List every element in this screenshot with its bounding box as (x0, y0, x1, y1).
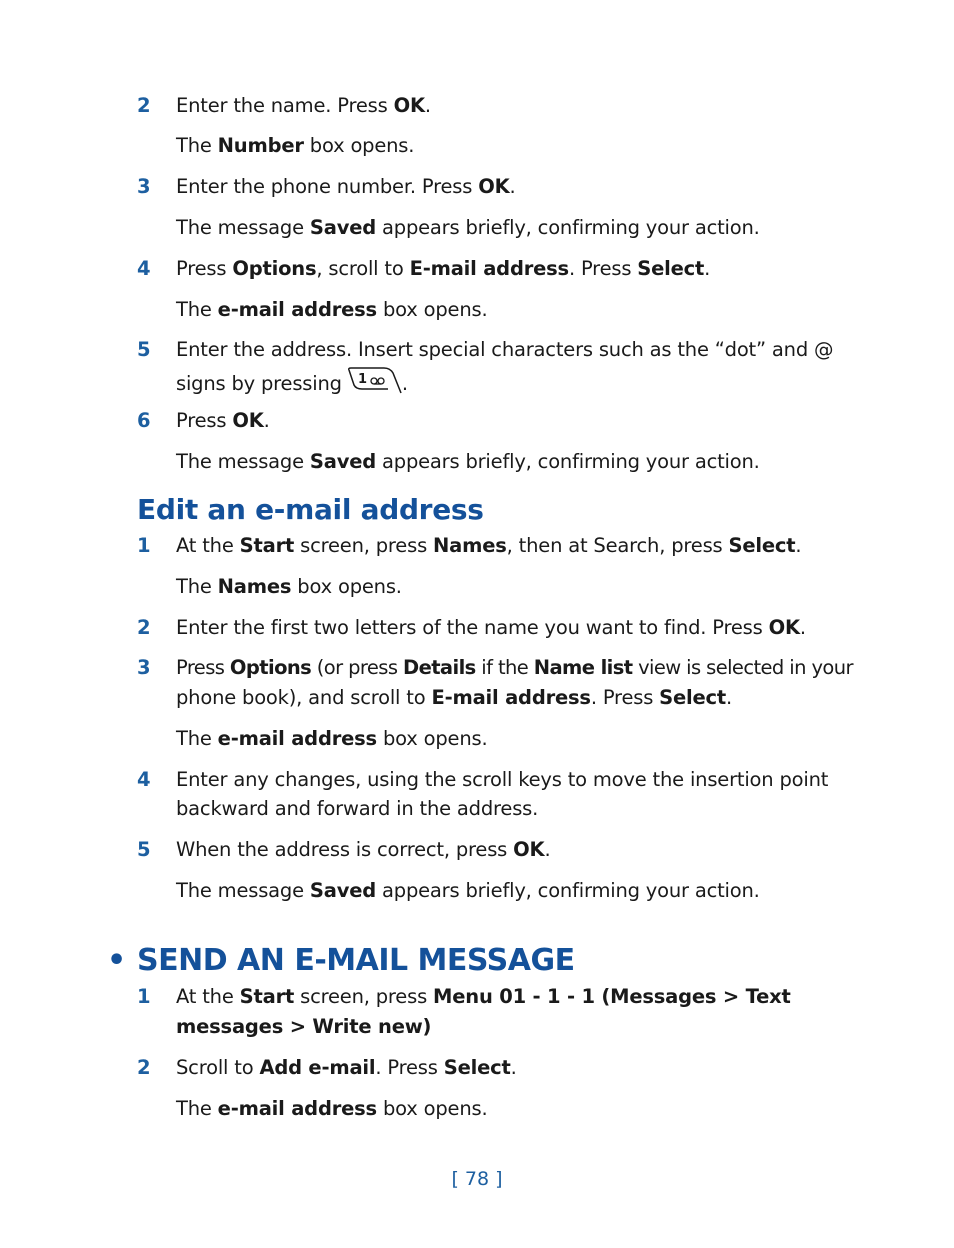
step-result: The Names box opens. (176, 575, 402, 598)
step-number: 2 (137, 616, 151, 639)
step-result: The e-mail address box opens. (176, 727, 488, 750)
step-text: Enter any changes, using the scroll keys to move the insertion point (176, 768, 829, 791)
step-number: 5 (137, 338, 151, 361)
step-number: 1 (137, 985, 151, 1008)
section-heading-edit: Edit an e-mail address (137, 493, 484, 526)
step-text: Press OK. (176, 409, 270, 432)
step-number: 2 (137, 1056, 151, 1079)
page-number: [ 78 ] (451, 1168, 503, 1190)
key-1-voicemail-icon (346, 365, 402, 404)
step-number: 1 (137, 534, 151, 557)
step-result: The message Saved appears briefly, confirming your action. (176, 450, 760, 473)
step-text: Press Options, scroll to E-mail address. Press Select. (176, 257, 711, 280)
svg-text:1: 1 (357, 372, 367, 387)
step-text: Scroll to Add e-mail. Press Select. (176, 1056, 517, 1079)
step-text-continued: signs by pressing 1 . (176, 365, 408, 404)
step-number: 6 (137, 409, 151, 432)
step-number: 2 (137, 94, 151, 117)
step-number: 5 (137, 838, 151, 861)
step-number: 4 (137, 257, 151, 280)
step-result: The message Saved appears briefly, confirming your action. (176, 216, 760, 239)
step-text-continued: backward and forward in the address. (176, 797, 539, 820)
step-text: When the address is correct, press OK. (176, 838, 551, 861)
step-result: The Number box opens. (176, 134, 415, 157)
step-text: Enter the phone number. Press OK. (176, 175, 516, 198)
step-text-continued: phone book), and scroll to E-mail address. Press Select. (176, 686, 733, 709)
step-result: The message Saved appears briefly, confirming your action. (176, 879, 760, 902)
bullet-icon: • (107, 943, 126, 978)
step-result: The e-mail address box opens. (176, 1097, 488, 1120)
step-number: 4 (137, 768, 151, 791)
step-text: Enter the first two letters of the name you want to find. Press OK. (176, 616, 806, 639)
section-heading-send: • SEND AN E-MAIL MESSAGE (107, 941, 575, 981)
step-text: Enter the name. Press OK. (176, 94, 431, 117)
step-text: At the Start screen, press Menu 01 - 1 - 1 (Messages > Text (176, 985, 791, 1008)
step-text: Enter the address. Insert special characters such as the “dot” and @ (176, 338, 834, 361)
step-text: At the Start screen, press Names, then at Search, press Select. (176, 534, 802, 557)
step-number: 3 (137, 175, 151, 198)
step-result: The e-mail address box opens. (176, 298, 488, 321)
step-text-continued: messages > Write new) (176, 1015, 432, 1038)
step-number: 3 (137, 656, 151, 679)
step-text: Press Options (or press Details if the Name list view is selected in your (176, 656, 853, 679)
